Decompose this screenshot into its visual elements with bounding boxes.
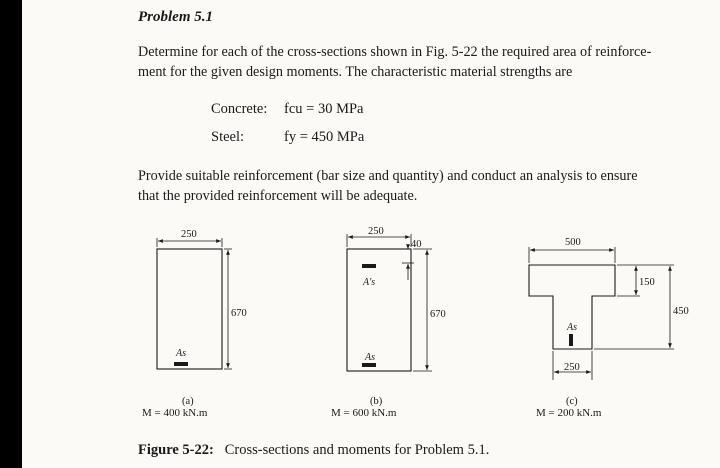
section-c-tension-steel <box>569 334 573 346</box>
section-c-label: (c) <box>566 396 578 407</box>
concrete-value: fcu = 30 MPa <box>284 101 364 117</box>
section-c-web-width-label: 250 <box>564 362 580 373</box>
steel-label: Steel: <box>211 129 245 145</box>
section-c-flange-depth-label: 150 <box>639 277 655 288</box>
section-b-outline <box>347 249 411 371</box>
figure-caption <box>138 442 489 459</box>
section-a-width-label: 250 <box>181 229 197 240</box>
task-line-1: Provide suitable reinforcement (bar size and quantity) and conduct an analysis to ensure <box>138 168 638 184</box>
steel-value: fy = 450 MPa <box>284 129 365 145</box>
figure-caption-text: Cross-sections and moments for Problem 5.1. <box>224 442 490 458</box>
section-b-moment: M = 600 kN.m <box>331 407 397 419</box>
section-a-tension-steel <box>174 362 188 366</box>
section-c-moment: M = 200 kN.m <box>536 407 602 419</box>
section-a-height-label: 670 <box>231 308 247 319</box>
section-c-height-label: 450 <box>673 306 689 317</box>
section-b-width-label: 250 <box>368 226 384 237</box>
page <box>22 0 720 468</box>
section-c-flange-width-label: 500 <box>565 237 581 248</box>
task-line-2: that the provided reinforcement will be adequate. <box>138 188 418 204</box>
section-a-steel-label: As <box>176 348 186 359</box>
section-b-label: (b) <box>370 396 383 407</box>
section-b-compression-steel <box>362 264 376 268</box>
section-b-comp-steel-label: A's <box>363 277 376 288</box>
section-b-cover-label: 40 <box>411 239 422 250</box>
figure-caption-label: Figure 5-22: <box>138 442 214 458</box>
cross-section-figure <box>22 220 720 440</box>
section-b-tension-steel <box>362 363 376 367</box>
section-a <box>142 229 247 419</box>
intro-line-1: Determine for each of the cross-sections shown in Fig. 5-22 the required area of reinforce- <box>138 44 652 60</box>
section-b-steel-label: As <box>365 352 375 363</box>
intro-line-2: ment for the given design moments. The characteristic material strengths are <box>138 64 573 80</box>
section-a-label: (a) <box>182 396 194 407</box>
section-b <box>331 226 446 419</box>
section-a-outline <box>157 249 222 369</box>
concrete-label: Concrete: <box>211 101 268 117</box>
section-a-moment: M = 400 kN.m <box>142 407 208 419</box>
section-c <box>529 237 689 419</box>
section-c-steel-label: As <box>567 322 577 333</box>
problem-title: Problem 5.1 <box>138 9 213 25</box>
section-b-height-label: 670 <box>430 309 446 320</box>
